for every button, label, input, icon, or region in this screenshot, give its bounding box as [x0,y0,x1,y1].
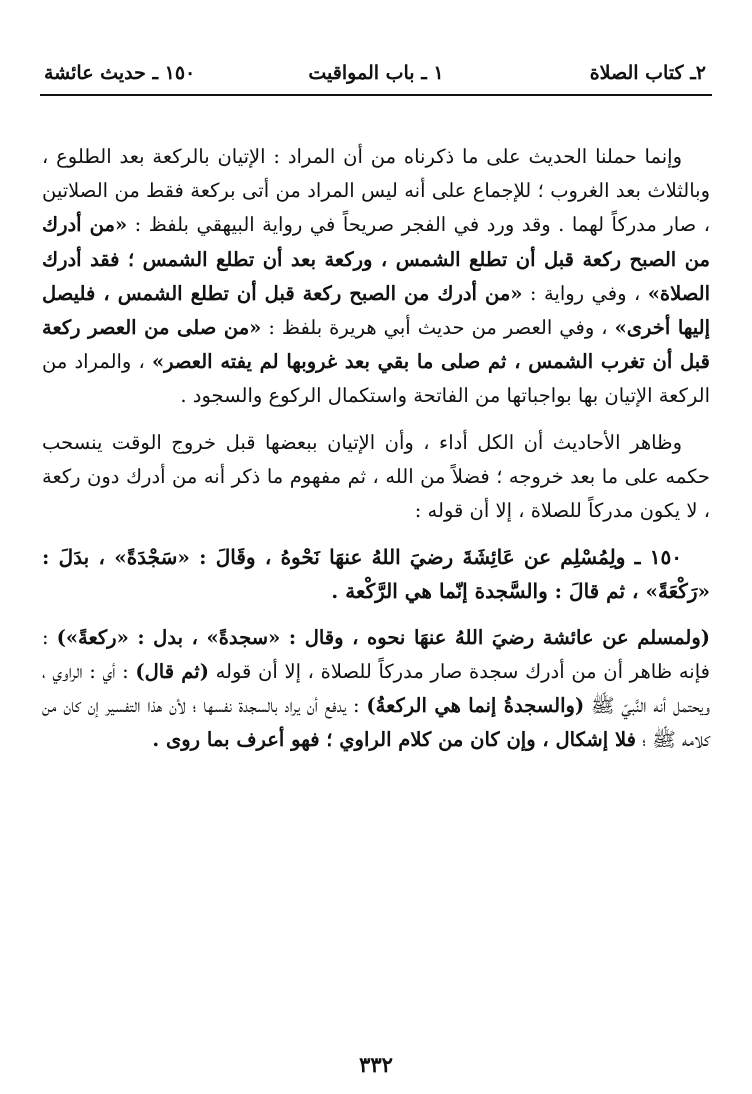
text-segment: ، وفي رواية : [522,281,648,305]
page-number: ٣٣٢ [359,1052,393,1077]
paragraph [42,140,710,414]
text-segment: : أي : الراوي ، ويحتمل أنه النَّبيّ ﷺ [42,659,711,718]
text-segment: ، وفي العصر من حديث أبي هريرة بلفظ : [261,316,615,340]
quoted-text: «من أدرك من الصبح ركعة قبل أن تطلع الشمس ، وركعة بعد أن تطلع الشمس ؛ فقد أدرك الصلاة» [42,213,710,305]
quoted-text: (ولمسلم عن عائشة رضيَ اللهُ عنهَا نحوه ، وقال : «سجدةً» ، بدل : «ركعةً») [56,625,710,649]
quoted-text: «من أدرك من الصبح ركعة قبل أن تطلع الشمس ، فليصل إليها أخرى» [42,281,711,340]
quoted-text: فلا إشكال ، وإن كان من كلام الراوي ؛ فهو أعرف بما روى . [152,728,636,752]
text-segment: : يدفع أن يراد بالسجدة نفسها ؛ لأن هذا التفسير إن كان من كلامه ﷺ ؛ [42,694,710,752]
running-header [40,58,712,96]
header-chapter-title: ١ ـ باب المواقيت [308,62,444,84]
quoted-text: «من صلى من العصر ركعة قبل أن تغرب الشمس ، ثم صلى ما بقي بعد غروبها لم يفته العصر» [42,316,710,374]
text-segment: ، والمراد من الركعة الإتيان بها بواجباتها من الفاتحة واستكمال الركوع والسجود . [42,350,710,408]
quoted-text: (ثم قال) [135,659,209,683]
text-segment: : فإنه ظاهر أن من أدرك سجدة صار مدركاً للصلاة ، إلا أن قوله [42,625,710,683]
header-book-title: ٢ـ كتاب الصلاة [589,62,706,84]
quoted-text: (والسجدةُ إنما هي الركعةُ) [366,694,585,718]
body-text [42,140,710,769]
quoted-text: ١٥٠ ـ ولِمُسْلِم عن عَائِشَةَ رضيَ اللهُ عنهَا نَحْوهُ ، وقَالَ : «سَجْدَةً» ، بدَلَ : «رَكْعَةً» ، ثم قالَ : والسَّجدة إنّما هي الرَّكْعة . [42,545,710,604]
hadith-text [42,540,710,608]
text-segment: وظاهر الأحاديث أن الكل أداء ، وأن الإتيان ببعضها قبل خروج الوقت ينسحب حكمه على ما بعد خروجه ؛ فضلاً من الله ، ثم مفهوم ما ذكر أنه من أدرك دون ركعة ، لا يكون مدركاً للصلاة ، إلا أن قوله : [42,430,710,523]
header-hadith-title: ١٥٠ ـ حديث عائشة [44,62,196,84]
paragraph [42,621,710,758]
text-segment: وإنما حملنا الحديث على ما ذكرناه من أن المراد : الإتيان بالركعة بعد الطلوع ، وبالثلاث بعد الغروب ؛ للإجماع على أنه ليس المراد من أتى بركعة فقط من الصلاتين ، صار مدركاً لهما . وقد ورد في الفجر صريحاً في رواية البيهقي بلفظ : [42,145,711,237]
paragraph [42,426,710,529]
